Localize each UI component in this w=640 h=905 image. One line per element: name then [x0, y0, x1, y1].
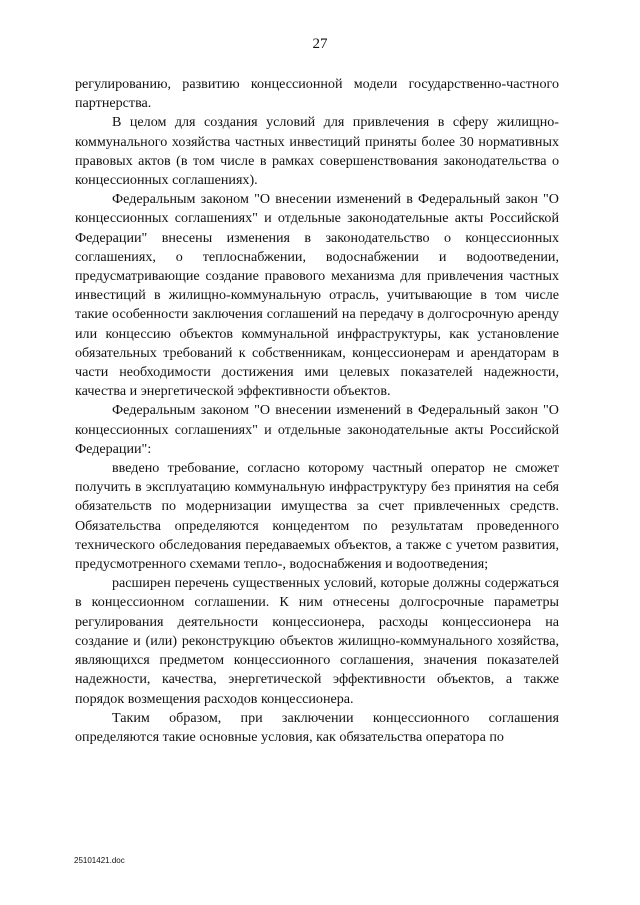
paragraph-3: Федеральным законом "О внесении изменений в Федеральный закон "О концессионных соглашениях" и отдельные законодательные акты Российской Федерации" внесены изменения в законодательство о концессионных соглашениях, о теплоснабжении, водоснабжении и водоотведении, предусматривающие создание правового механизма для привлечения частных инвестиций в жилищно-коммунальную отрасль, учитывающие в том числе такие особенности заключения соглашений на передачу в долгосрочную аренду или концессию объектов коммунальной инфраструктуры, как установление обязательных требований к собственникам, концессионерам и арендаторам в части необходимости достижения ими целевых показателей надежности, качества и энергетической эффективности объектов. — [75, 191, 559, 400]
paragraph-4: Федеральным законом "О внесении изменений в Федеральный закон "О концессионных соглашениях" и отдельные законодательные акты Российской Федерации": — [75, 402, 559, 457]
paragraph-2: В целом для создания условий для привлечения в сферу жилищно-коммунального хозяйства частных инвестиций приняты более 30 нормативных правовых актов (в том числе в рамках совершенствования законодательства о концессионных соглашениях). — [75, 114, 559, 189]
document-body — [75, 75, 559, 747]
paragraph-1: регулированию, развитию концессионной модели государственно-частного партнерства. — [75, 76, 559, 112]
document-footer: 25101421.doc — [74, 856, 125, 865]
paragraph-6: расширен перечень существенных условий, которые должны содержаться в концессионном соглашении. К ним отнесены долгосрочные параметры регулирования деятельности концессионера, расходы концессионера на создание и (или) реконструкцию объектов жилищно-коммунального хозяйства, являющихся предметом концессионного соглашения, значения показателей надежности, качества, энергетической эффективности объектов, а также порядок возмещения расходов концессионера. — [75, 575, 559, 707]
page-number: 27 — [312, 36, 328, 52]
paragraph-5: введено требование, согласно которому частный оператор не сможет получить в эксплуатацию коммунальную инфраструктуру без принятия на себя обязательств по модернизации имущества за счет привлеченных средств. Обязательства определяются концедентом по результатам проведенного технического обследования передаваемых объектов, а также с учетом развития, предусмотренного схемами тепло-, водоснабжения и водоотведения; — [75, 460, 559, 573]
paragraph-7: Таким образом, при заключении концессионного соглашения определяются такие основные условия, как обязательства оператора по — [75, 709, 559, 745]
